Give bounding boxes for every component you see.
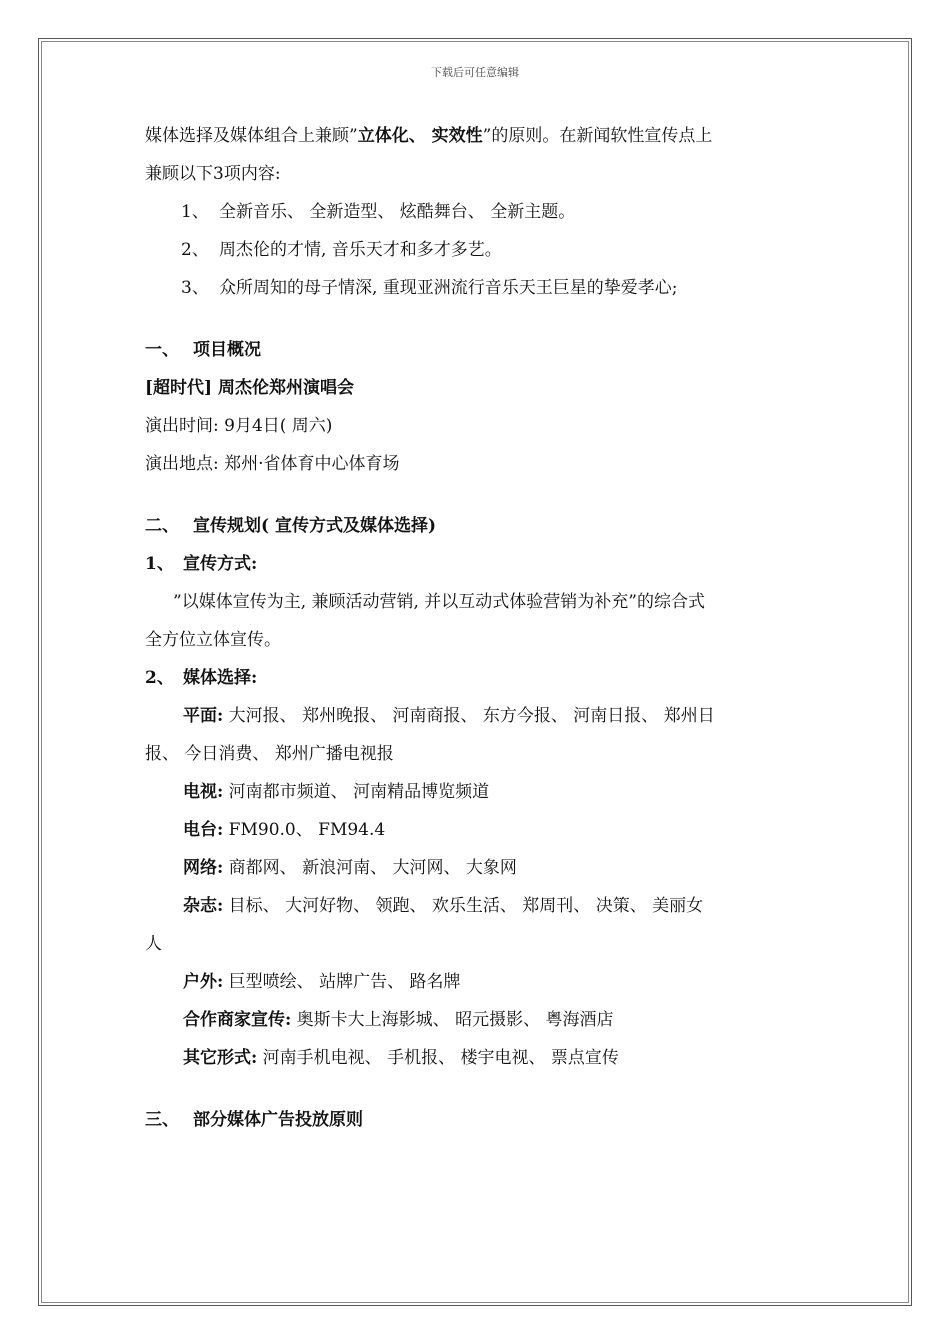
section-number: 一、 [145,340,179,360]
subsection-2-heading [145,659,810,697]
intro-text-a: 媒体选择及媒体组合上兼顾” [145,126,358,146]
section-1-heading [145,331,810,369]
section-title: 项目概况 [193,340,261,360]
point-item [145,193,810,231]
concert-place: 演出地点: 郑州·省体育中心体育场 [145,454,400,474]
subsection-number: 1、 [145,554,174,574]
section-number: 二、 [145,516,179,536]
media-text: FM90.0、 FM94.4 [223,820,386,840]
method-line-2: 全方位立体宣传。 [145,630,281,650]
media-text: 大河报、 郑州晚报、 河南商报、 东方今报、 河南日报、 郑州日 [223,706,715,726]
media-label: 户外: [183,972,224,992]
media-web [145,849,810,887]
media-label: 网络: [183,858,224,878]
section-number: 三、 [145,1110,179,1130]
point-number: 2、 [181,240,209,260]
point-number: 3、 [181,278,209,298]
media-magazine-cont: 人 [145,934,162,954]
media-tv [145,773,810,811]
media-label: 电视: [183,782,224,802]
media-text: 河南都市频道、 河南精品博览频道 [223,782,490,802]
point-number: 1、 [181,202,209,222]
subsection-number: 2、 [145,668,174,688]
media-outdoor [145,963,810,1001]
media-label: 电台: [183,820,224,840]
point-item [145,269,810,307]
media-radio [145,811,810,849]
concert-name: [超时代] 周杰伦郑州演唱会 [145,378,355,398]
media-label: 杂志: [183,896,224,916]
section-2-heading [145,507,810,545]
subsection-title: 媒体选择: [183,668,258,688]
subsection-title: 宣传方式: [183,554,258,574]
media-partner [145,1001,810,1039]
intro-line-1 [145,117,810,155]
media-text: 河南手机电视、 手机报、 楼宇电视、 票点宣传 [257,1048,619,1068]
media-text: 目标、 大河好物、 领跑、 欢乐生活、 郑周刊、 决策、 美丽女 [223,896,704,916]
intro-bold: 立体化、 实效性 [357,126,483,146]
point-text: 全新音乐、 全新造型、 炫酷舞台、 全新主题。 [219,202,576,222]
section-title: 宣传规划( 宣传方式及媒体选择) [193,516,437,536]
media-label: 其它形式: [183,1048,258,1068]
media-magazine [145,887,810,925]
section-title: 部分媒体广告投放原则 [193,1110,363,1130]
media-label: 平面: [183,706,224,726]
subsection-1-heading [145,545,810,583]
intro-text-b: ”的原则。在新闻软性宣传点上 [482,126,713,146]
media-other [145,1039,810,1077]
media-label: 合作商家宣传: [183,1010,292,1030]
concert-time: 演出时间: 9月4日( 周六) [145,416,333,436]
media-text: 奥斯卡大上海影城、 昭元摄影、 粤海酒店 [291,1010,614,1030]
method-line-1: ”以媒体宣传为主, 兼顾活动营销, 并以互动式体验营销为补充”的综合式 [173,592,705,612]
media-print-cont: 报、 今日消费、 郑州广播电视报 [145,744,394,764]
point-item [145,231,810,269]
media-text: 商都网、 新浪河南、 大河网、 大象网 [223,858,517,878]
page-header: 下载后可任意编辑 [431,66,519,79]
point-text: 周杰伦的才情, 音乐天才和多才多艺。 [219,240,502,260]
media-text: 巨型喷绘、 站牌广告、 路名牌 [223,972,461,992]
point-text: 众所周知的母子情深, 重现亚洲流行音乐天王巨星的挚爱孝心; [219,278,678,298]
document-body [145,117,810,1139]
intro-line-2: 兼顾以下3项内容: [145,164,281,184]
media-print [145,697,810,735]
section-3-heading [145,1101,810,1139]
